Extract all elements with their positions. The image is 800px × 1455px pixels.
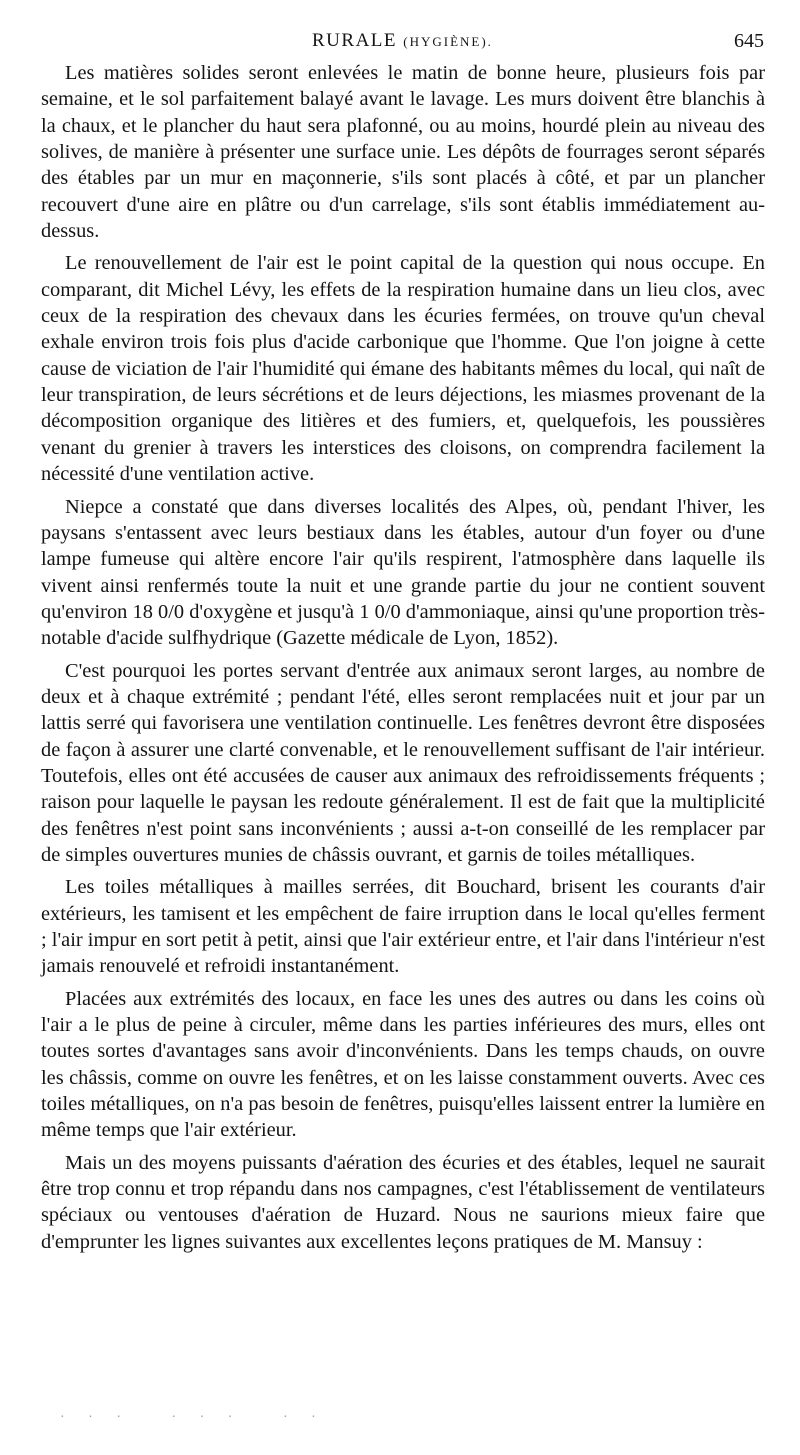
running-title-subtitle: (HYGIÈNE).	[403, 34, 493, 49]
page-number: 645	[734, 30, 764, 52]
running-title-main: RURALE	[312, 30, 397, 51]
paragraph-metal-screens: Les toiles métalliques à mailles serrées, dit Bouchard, brisent les courants d'air extérieurs, les tamisent et les empêchent de faire irruption dans le local qu'elles ferment ; l'air impur en sort petit à petit, ainsi que l'air extérieur entre, et l'air dans l'intérieur n'est jamais renouvelé et refroidi instantanément.	[41, 876, 765, 978]
paragraph-screen-placement: Placées aux extrémités des locaux, en face les unes des autres ou dans les coins où l'air a le plus de peine à circuler, même dans les parties inférieures des murs, elles ont toutes sortes d'avantages sans avoir d'inconvénients. Dans les temps chauds, on ouvre les châssis, comme on ouvre les fenêtres, et on les laisse constamment ouverts. Avec ces toiles métalliques, on n'a pas besoin de fenêtres, puisqu'elles laissent entrer la lumière en même temps que l'air extérieur.	[41, 987, 765, 1142]
paragraph-huzard-ventilators: Mais un des moyens puissants d'aération des écuries et des étables, lequel ne saurait être trop connu et trop répandu dans nos campagnes, c'est l'établissement de ventilateurs spéciaux ou ventouses d'aération de Huzard. Nous ne saurions mieux faire que d'emprunter les lignes suivantes aux excellentes leçons pratiques de M. Mansuy :	[41, 1151, 765, 1253]
paragraph-doors-windows: C'est pourquoi les portes servant d'entrée aux animaux seront larges, au nombre de deux et à chaque extrémité ; pendant l'été, elles seront remplacées nuit et jour par un lattis serré qui favorisera une ventilation continuelle. Les fenêtres devront être disposées de façon à assurer une clarté convenable, et le renouvellement suffisant de l'air intérieur. Toutefois, elles ont été accusées de causer aux animaux des refroidissements fréquents ; raison pour laquelle le paysan les redoute généralement. Il est de fait que la multiplicité des fenêtres n'est point sans inconvénients ; aussi a-t-on conseillé de les remplacer par de simples ouvertures munies de châssis ouvrant, et garnis de toiles métalliques.	[41, 659, 765, 866]
running-title	[312, 30, 493, 52]
paragraph-stable-cleaning: Les matières solides seront enlevées le matin de bonne heure, plusieurs fois par semaine, et le sol parfaitement balayé avant le lavage. Les murs doivent être blanchis à la chaux, et le plancher du haut sera plafonné, ou au moins, hourdé plein au niveau des solives, de manière à présenter une surface unie. Les dépôts de fourrages seront séparés des étables par un mur en maçonnerie, s'ils sont placés à côté, et par un plancher recouvert d'une aire en plâtre ou d'un carrelage, s'ils sont établis immédiatement au-dessus.	[41, 62, 765, 243]
print-specks: · · · · · · · ·	[60, 1410, 326, 1425]
body-text	[41, 60, 765, 1261]
paragraph-air-renewal: Le renouvellement de l'air est le point capital de la question qui nous occupe. En comparant, dit Michel Lévy, les effets de la respiration humaine dans un lieu clos, avec ceux de la respiration des chevaux dans les écuries fermées, on trouve qu'un cheval exhale environ trois fois plus d'acide carbonique que l'homme. Que l'on joigne à cette cause de viciation de l'air l'humidité qui émane des habitants mêmes du local, qui naît de leur transpiration, de leurs sécrétions et de leurs déjections, les miasmes provenant de la décomposition organique des litières et des fumiers, et, quelquefois, les poussières venant du grenier à travers les interstices des cloisons, on comprendra facilement la nécessité d'une ventilation active.	[41, 252, 765, 486]
running-header	[0, 30, 800, 58]
paragraph-niepce-alps: Niepce a constaté que dans diverses localités des Alpes, où, pendant l'hiver, les paysans s'entassent avec leurs bestiaux dans les étables, autour d'un foyer ou d'une lampe fumeuse qui altère encore l'air qu'ils respirent, l'atmosphère dans laquelle ils vivent ainsi renfermés toute la nuit et une grande partie du jour ne contient souvent qu'environ 18 0/0 d'oxygène et jusqu'à 1 0/0 d'ammoniaque, ainsi qu'une proportion très-notable d'acide sulfhydrique (Gazette médicale de Lyon, 1852).	[41, 495, 765, 650]
